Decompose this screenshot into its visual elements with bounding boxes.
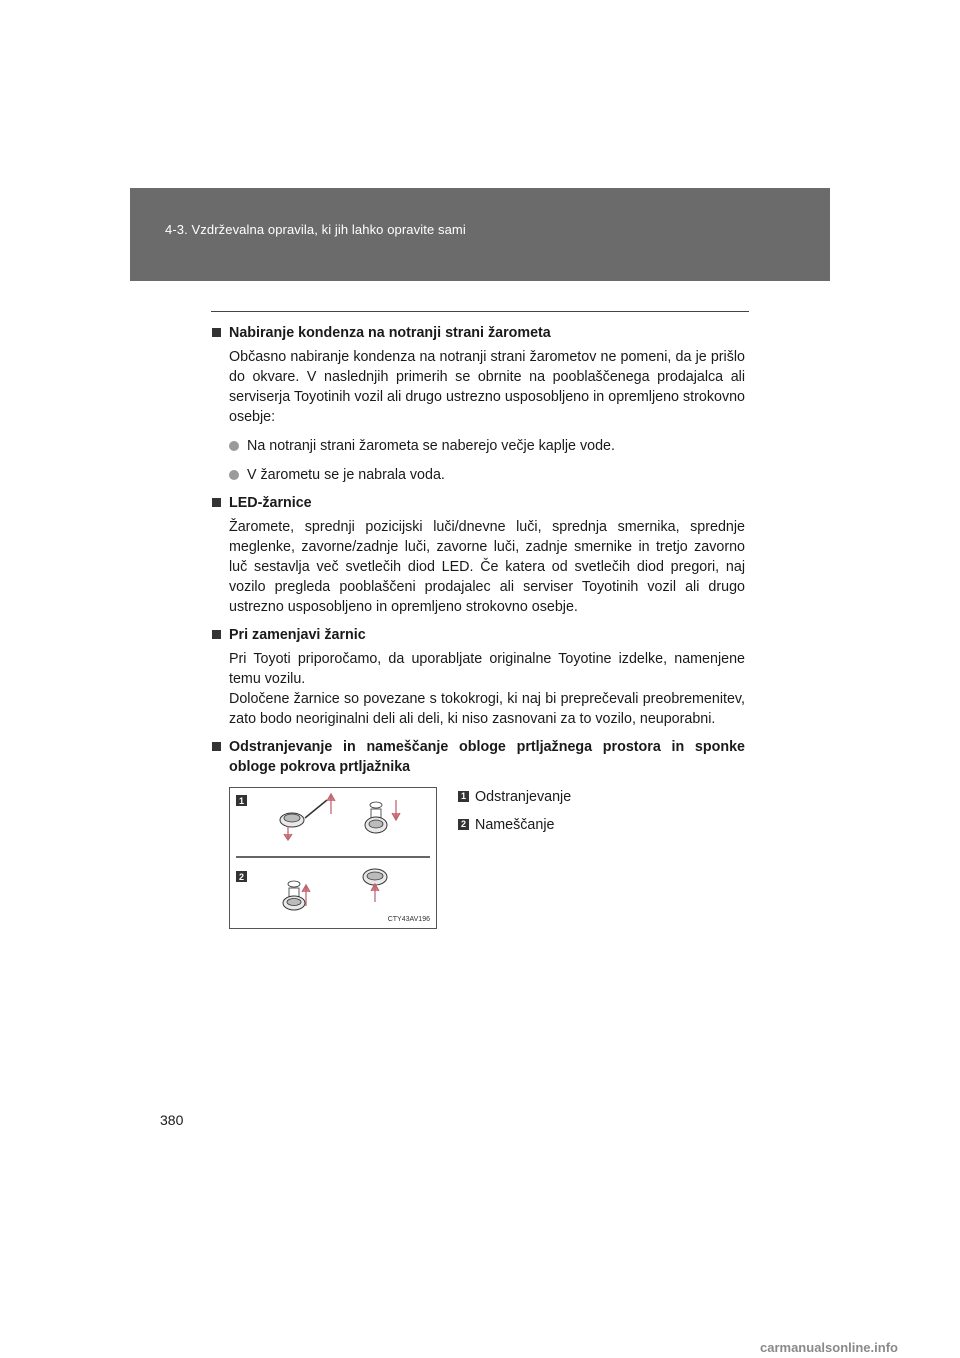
section-heading: Odstranjevanje in nameščanje obloge prtljažnega prostora in sponke obloge pokrova prtljažnika <box>211 737 745 777</box>
arrow-up-icon <box>327 794 335 814</box>
arrow-up-icon <box>371 884 379 902</box>
clip-diagram <box>230 788 436 928</box>
square-bullet-icon <box>212 498 221 507</box>
paragraph: Žaromete, sprednji pozicijski luči/dnevne luči, sprednja smernika, sprednje meglenke, zavorne/zadnje luči, zavorne luči, zadnje smernike in tretjo zavorno luč sestavlja več svetlečih diod LED. Če katera od svetlečih diod pregori, naj vozilo pregleda pooblaščeni prodajalec ali serviser Toyotinih vozil ali drugo ustrezno usposobljeno in opremljeno strokovno osebje. <box>229 519 745 615</box>
legend-item <box>458 787 571 807</box>
page-number: 380 <box>160 1112 184 1128</box>
step-1-marker-label: 1 <box>238 796 245 806</box>
list-item: V žarometu se je nabrala voda. <box>211 465 745 485</box>
step-number-badge: 2 <box>458 819 469 830</box>
watermark: carmanualsonline.info <box>760 1340 898 1355</box>
chapter-header <box>130 188 830 281</box>
figure-code: CTY43AV196 <box>387 916 430 923</box>
section-heading: Pri zamenjavi žarnic <box>211 625 745 645</box>
section-heading: LED-žarnice <box>211 493 745 513</box>
arrow-down-icon <box>392 800 400 820</box>
legend-label: Odstranjevanje <box>475 789 572 805</box>
page-content <box>211 323 745 957</box>
legend-item <box>458 815 571 835</box>
step-2-marker-label: 2 <box>238 872 245 882</box>
section-divider <box>211 311 749 312</box>
arrow-down-icon <box>284 826 292 840</box>
section-bulb-replacement <box>211 625 745 729</box>
section-led-bulbs <box>211 493 745 617</box>
chapter-title: 4-3. Vzdrževalna opravila, ki jih lahko opravite sami <box>165 222 466 237</box>
section-clip-removal <box>211 737 745 777</box>
figure-row <box>211 787 745 957</box>
square-bullet-icon <box>212 630 221 639</box>
section-heading: Nabiranje kondenza na notranji strani žarometa <box>211 323 745 343</box>
circle-bullet-icon <box>229 441 239 451</box>
circle-bullet-icon <box>229 470 239 480</box>
clip-removal-left <box>280 794 335 840</box>
clip-illustration <box>229 787 437 929</box>
figure-legend <box>458 787 571 843</box>
section-condensation <box>211 323 745 485</box>
clip-install-left <box>283 881 310 910</box>
paragraph: Pri Toyoti priporočamo, da uporabljate originalne Toyotine izdelke, namenjene temu vozilu. <box>229 651 745 687</box>
paragraph: Občasno nabiranje kondenza na notranji strani žarometov ne pomeni, da je prišlo do okvare. V naslednjih primerih se obrnite na pooblaščenega prodajalca ali serviserja Toyotinih vozil ali drugo ustrezno usposobljeno in opremljeno strokovno osebje: <box>229 349 745 425</box>
square-bullet-icon <box>212 742 221 751</box>
step-number-badge: 1 <box>458 791 469 802</box>
legend-label: Nameščanje <box>475 817 555 833</box>
square-bullet-icon <box>212 328 221 337</box>
clip-install-right <box>363 869 387 902</box>
list-item: Na notranji strani žarometa se naberejo večje kaplje vode. <box>211 436 745 456</box>
clip-removal-right <box>365 800 400 833</box>
paragraph: Določene žarnice so povezane s tokokrogi, ki naj bi preprečevali preobremenitev, zato bodo neoriginalni deli ali deli, ki niso zasnovani za to vozilo, neuporabni. <box>229 691 745 727</box>
